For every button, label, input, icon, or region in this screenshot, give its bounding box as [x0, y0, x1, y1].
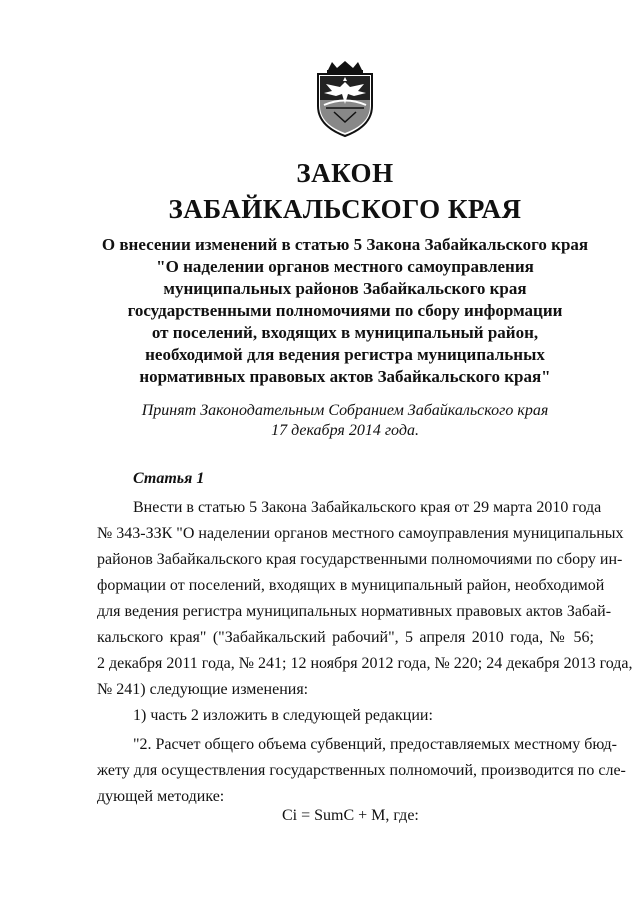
paragraph-line: для ведения регистра муниципальных нормативных правовых актов Забай-: [97, 603, 612, 620]
paragraph-line: районов Забайкальского края государственными полномочиями по сбору ин-: [97, 551, 623, 568]
law-title: ЗАКОН: [296, 158, 394, 188]
article-heading: Статья 1: [133, 470, 205, 487]
adoption-line: Принят Законодательным Собранием Забайкальского края: [141, 402, 549, 419]
list-item: 1) часть 2 изложить в следующей редакции:: [133, 707, 433, 724]
paragraph-line: кальского края" ("Забайкальский рабочий", 5 апреля 2010 года, № 56;: [97, 629, 594, 646]
subject-line: нормативных правовых актов Забайкальского края": [139, 367, 551, 386]
subject-line: муниципальных районов Забайкальского края: [163, 279, 527, 298]
formula: Ci = SumC + M, где:: [282, 807, 419, 824]
paragraph-line: формации от поселений, входящих в муниципальный район, необходимой: [97, 577, 605, 594]
paragraph-line: № 241) следующие изменения:: [97, 681, 309, 698]
subject-line: государственными полномочиями по сбору информации: [127, 301, 563, 320]
adoption-date: 17 декабря 2014 года.: [271, 422, 419, 439]
adoption-note: [80, 401, 610, 441]
law-region-title: ЗАБАЙКАЛЬСКОГО КРАЯ: [168, 194, 522, 224]
law-subject: [80, 234, 610, 388]
quote-line: жету для осуществления государственных полномочий, производится по сле-: [97, 762, 626, 779]
coat-of-arms-icon: [312, 60, 378, 138]
subject-line: необходимой для ведения регистра муниципальных: [145, 345, 545, 364]
paragraph-line: Внести в статью 5 Закона Забайкальского края от 29 марта 2010 года: [133, 499, 602, 516]
quote-line: дующей методике:: [97, 788, 225, 805]
subject-line: от поселений, входящих в муниципальный район,: [151, 323, 539, 342]
paragraph-line: № 343-ЗЗК "О наделении органов местного самоуправления муниципальных: [97, 525, 624, 542]
subject-line: О внесении изменений в статью 5 Закона Забайкальского края: [101, 235, 589, 254]
subject-line: "О наделении органов местного самоуправления: [156, 257, 534, 276]
paragraph-line: 2 декабря 2011 года, № 241; 12 ноября 2012 года, № 220; 24 декабря 2013 года,: [97, 655, 633, 672]
quote-line: "2. Расчет общего объема субвенций, предоставляемых местному бюд-: [133, 736, 617, 753]
